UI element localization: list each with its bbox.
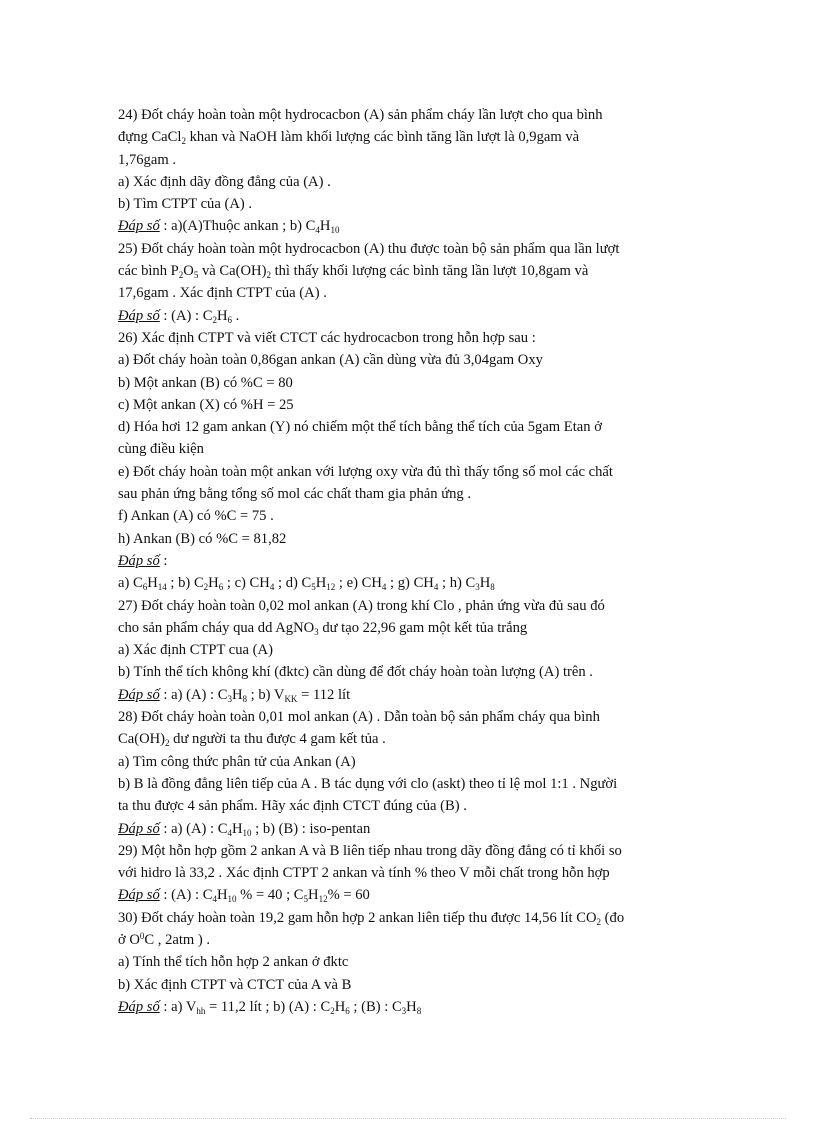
text-run: a) Xác định dãy đồng đẳng của (A) . [118,173,331,190]
subscript: 4 [381,582,387,593]
text-run: 24) Đốt cháy hoàn toàn một hydrocacbon (A) sản phẩm cháy lần lượt cho qua bình [118,107,603,123]
text-run: H [479,575,491,592]
answer-label: Đáp số [118,307,160,324]
text-run: = 11,2 lít ; b) (A) : C [205,998,331,1015]
text-run: (đo [601,909,625,926]
text-run: ; h) C [438,575,476,592]
text-line [118,572,708,594]
text-run: khan và NaOH làm khối lượng các bình tăng lần lượt là 0,9gam và [185,129,580,146]
text-run: e) Đốt cháy hoàn toàn một ankan với lượng oxy vừa đủ thì thấy tổng số mol các chất [118,463,613,480]
text-line [118,595,708,617]
text-run: H [147,575,158,592]
subscript: 6 [227,314,233,325]
text-run: H [231,686,243,703]
text-run: c) Một ankan (X) có %H = 25 [118,396,294,413]
text-line [118,974,708,996]
text-line [118,639,708,661]
text-run: H [208,575,219,592]
text-line [118,996,708,1018]
text-run: 27) Đốt cháy hoàn toàn 0,02 mol ankan (A) trong khí Clo , phản ứng vừa đủ sau đó [118,597,605,614]
text-run: 28) Đốt cháy hoàn toàn 0,01 mol ankan (A) . Dẫn toàn bộ sản phẩm cháy qua bình [118,709,600,726]
subscript: 6 [142,582,148,593]
subscript: 3 [401,1005,407,1016]
subscript: hh [196,1005,206,1016]
subscript: 3 [314,626,319,637]
text-run: C , 2atm ) . [144,931,211,948]
text-line [118,149,708,171]
text-run: H [216,887,228,904]
text-line [118,171,708,193]
text-run: = 112 lít [297,686,351,703]
text-line [118,907,708,929]
text-line [118,818,708,840]
text-line [118,104,708,126]
subscript: 10 [242,827,252,838]
text-run: Ca(OH) [118,731,166,748]
text-line [118,751,708,773]
text-run: và Ca(OH) [198,263,267,280]
page-footer-rule [30,1118,786,1119]
text-line [118,193,708,215]
text-line [118,215,708,237]
answer-label: Đáp số [118,820,160,837]
text-run: thì thấy khối lượng các bình tăng lần lượt 10,8gam và [270,263,589,280]
text-run: H [406,998,417,1015]
subscript: 6 [218,582,224,593]
text-run: ; b) (B) : iso-pentan [251,820,371,837]
text-run: H [315,575,327,592]
subscript: 2 [330,1005,335,1016]
text-line [118,394,708,416]
subscript: 4 [433,582,439,593]
answer-label: Đáp số [118,887,160,904]
text-run: . [232,307,240,324]
text-run: b) Một ankan (B) có %C = 80 [118,374,293,391]
text-run: b) Tính thể tích không khí (đktc) cần dùng để đốt cháy hoàn toàn lượng (A) trên . [118,664,593,681]
text-run: cho sản phẩm cháy qua dd AgNO [118,619,315,636]
text-run: 26) Xác định CTPT và viết CTCT các hydrocacbon trong hỗn hợp sau : [118,329,536,346]
text-line [118,795,708,817]
subscript: 2 [266,270,271,281]
text-run: b) Tìm CTPT của (A) . [118,196,253,213]
superscript: 0 [139,930,145,941]
text-run: 29) Một hỗn hợp gồm 2 ankan A và B liên tiếp nhau trong dãy đồng đẳng có tỉ khối so [118,842,622,859]
text-run: ; g) CH [386,575,434,592]
text-line [118,550,708,572]
text-run: : a) V [159,998,197,1015]
text-line [118,327,708,349]
text-line [118,617,708,639]
text-run: ; d) C [274,575,312,592]
text-run: sau phản ứng bằng tổng số mol các chất tham gia phản ứng . [118,486,472,503]
text-run: a) Tìm công thức phân tử của Ankan (A) [118,753,356,770]
answer-label: Đáp số [118,998,160,1015]
text-line [118,528,708,550]
subscript: 2 [203,582,209,593]
text-line [118,505,708,527]
text-run: cùng điều kiện [118,441,204,458]
text-line [118,461,708,483]
text-run: ; c) CH [223,575,270,592]
subscript: 2 [178,270,184,281]
text-run: H [231,820,243,837]
text-run: các bình P [118,263,179,280]
text-run: H [216,307,228,324]
text-line [118,684,708,706]
answer-label: Đáp số [118,552,160,569]
text-line [118,728,708,750]
text-run: ở O [118,931,140,948]
text-run: a) C [118,575,143,592]
subscript: 12 [318,894,328,905]
text-line [118,349,708,371]
text-run: 25) Đốt cháy hoàn toàn một hydrocacbon (A) thu được toàn bộ sản phẩm qua lần lượt [118,240,620,257]
text-line [118,773,708,795]
text-run: 30) Đốt cháy hoàn toàn 19,2 gam hỗn hợp 2 ankan liên tiếp thu được 14,56 lít CO [118,909,597,926]
text-run: % = 40 ; C [236,887,304,904]
subscript: 4 [269,582,275,593]
subscript: KK [284,693,298,704]
subscript: 2 [165,738,170,749]
text-run: H [319,218,331,235]
text-line [118,661,708,683]
text-run: ; b) C [166,575,204,592]
text-line [118,238,708,260]
text-run: % = 60 [327,887,370,904]
text-line [118,416,708,438]
text-line [118,372,708,394]
text-run: đựng CaCl [118,129,182,146]
subscript: 10 [330,225,340,236]
text-line [118,260,708,282]
subscript: 4 [212,894,217,905]
text-line [118,282,708,304]
answer-label: Đáp số [118,686,160,703]
subscript: 8 [416,1005,422,1016]
text-line [118,483,708,505]
text-run: 1,76gam . [118,151,176,168]
text-run: d) Hóa hơi 12 gam ankan (Y) nó chiếm một thể tích bằng thể tích của 5gam Etan ở [118,419,602,436]
text-run: a) Tính thể tích hỗn hợp 2 ankan ở đktc [118,954,349,971]
text-run: f) Ankan (A) có %C = 75 . [118,508,274,525]
text-line [118,840,708,862]
text-line [118,884,708,906]
text-line [118,929,708,951]
text-run: : (A) : C [159,307,213,324]
subscript: 5 [303,894,309,905]
subscript: 2 [212,314,217,325]
text-run: a) Xác định CTPT cua (A) [118,642,273,659]
text-line [118,305,708,327]
text-run: : [159,552,168,569]
subscript: 8 [490,582,495,593]
text-run: H [334,998,346,1015]
subscript: 5 [311,582,316,593]
text-run: : a) (A) : C [159,686,228,703]
subscript: 3 [227,693,232,704]
answer-label: Đáp số [118,218,160,235]
text-run: O [183,263,194,280]
text-line [118,126,708,148]
document-page [118,104,708,1018]
text-run: : a) (A) : C [159,820,228,837]
subscript: 6 [345,1005,350,1016]
text-run: ; (B) : C [349,998,402,1015]
text-run: H [308,887,319,904]
subscript: 3 [475,582,480,593]
text-run: b) Xác định CTPT và CTCT của A và B [118,976,352,993]
text-run: ta thu được 4 sản phẩm. Hãy xác định CTCT đúng của (B) . [118,798,467,815]
text-run: ; b) V [247,686,285,703]
text-run: : a)(A)Thuộc ankan ; b) C [159,218,316,235]
subscript: 8 [242,693,247,704]
text-line [118,438,708,460]
text-run: a) Đốt cháy hoàn toàn 0,86gan ankan (A) cần dùng vừa đủ 3,04gam Oxy [118,352,543,369]
subscript: 10 [227,894,237,905]
text-run: với hidro là 33,2 . Xác định CTPT 2 ankan và tính % theo V mỗi chất trong hỗn hợp [118,865,610,882]
text-run: h) Ankan (B) có %C = 81,82 [118,530,287,547]
text-line [118,706,708,728]
text-run: ; e) CH [335,575,382,592]
text-line [118,951,708,973]
subscript: 2 [596,916,602,927]
subscript: 2 [181,136,186,147]
subscript: 12 [326,582,336,593]
text-run: b) B là đồng đẳng liên tiếp của A . B tác dụng với clo (askt) theo tỉ lệ mol 1:1 . Người [118,775,618,792]
subscript: 4 [315,225,320,236]
text-run: dư tạo 22,96 gam một kết tủa trắng [318,619,528,636]
text-run: 17,6gam . Xác định CTPT của (A) . [118,285,327,302]
subscript: 5 [193,270,199,281]
text-run: dư người ta thu được 4 gam kết tủa . [169,731,386,748]
text-run: : (A) : C [159,887,213,904]
text-line [118,862,708,884]
subscript: 4 [227,827,232,838]
subscript: 14 [157,582,167,593]
